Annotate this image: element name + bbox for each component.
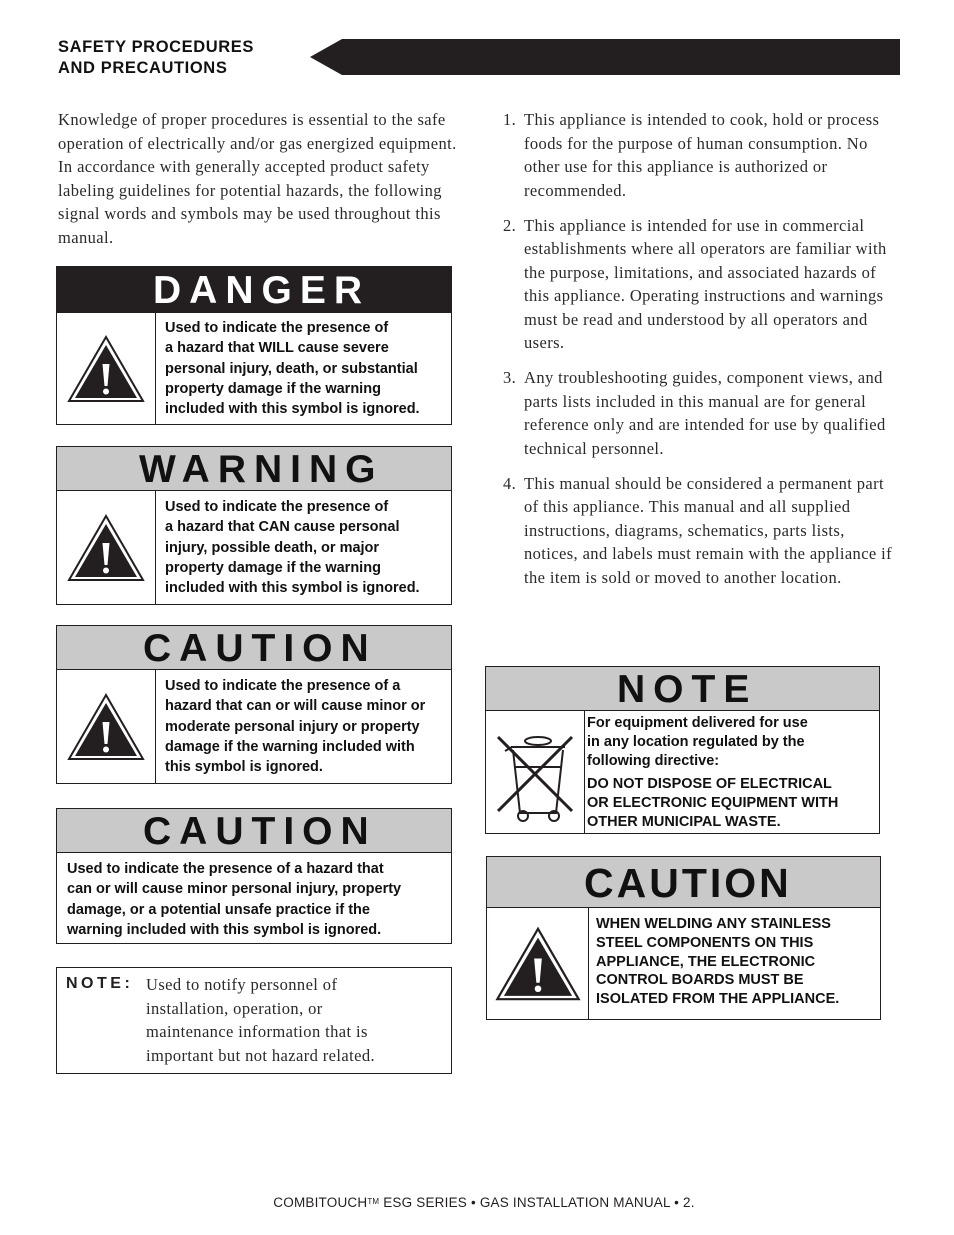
caution-text-line: WHEN WELDING ANY STAINLESS [596,916,831,932]
warning-text-line: property damage if the warning [165,559,381,576]
note-inline-box [56,967,452,1074]
list-item [500,108,900,202]
danger-text-line: included with this symbol is ignored. [165,401,420,418]
warning-triangle-icon [494,925,582,1003]
danger-icon-cell [57,313,156,424]
page-footer [0,1195,954,1210]
section-title [58,37,318,79]
caution-no-symbol-box [56,808,452,944]
section-title-line1: SAFETY PROCEDURES [58,38,255,56]
list-text: This appliance is intended for use in commercial establishments where all operators are familiar with the purpose, limitations, and associated hazards of this appliance. Operating instructions and warnings must be read and understood by all operators and users. [524,215,887,352]
footer-brand: COMBITOUCH [273,1195,368,1210]
note-text-line: maintenance information that is [146,1022,368,1041]
warning-text-line: Used to indicate the presence of [165,499,389,515]
list-item [500,214,900,355]
warning-triangle-icon [66,513,146,583]
note-text-line: important but not hazard related. [146,1045,375,1065]
footer-text: ESG SERIES • GAS INSTALLATION MANUAL • 2. [379,1195,695,1210]
caution-text-line: this symbol is ignored. [165,759,323,776]
caution-text-line: CONTROL BOARDS MUST BE [596,972,804,989]
danger-text-line: personal injury, death, or substantial [165,360,418,377]
trademark-mark: TM [367,1197,380,1206]
danger-text-line: Used to indicate the presence of [165,320,389,336]
note-label: NOTE: [66,975,134,992]
caution-text-line: hazard that can or will cause minor or [165,698,426,715]
caution-text-line: moderate personal injury or property [165,718,420,735]
intro-paragraph: Knowledge of proper procedures is essential to the safe operation of electrically and/or gas energized equipment. In accordance with generally accepted product safety labeling guidelines for potential hazards, the following signal words and symbols may be used throughout this manual. [58,110,457,247]
note-text-line: OR ELECTRONIC EQUIPMENT WITH [587,794,839,811]
caution-text-line: damage if the warning included with [165,738,415,755]
danger-text-line: a hazard that WILL cause severe [165,340,389,357]
warning-triangle-icon [66,334,146,404]
list-item [500,366,900,460]
note-box [485,666,880,834]
caution-text-line: STEEL COMPONENTS ON THIS [596,934,814,951]
danger-heading: DANGER [57,267,451,313]
warning-text-line: included with this symbol is ignored. [165,580,420,597]
caution-box [56,625,452,784]
danger-text-line: property damage if the warning [165,380,381,397]
list-text: Any troubleshooting guides, component views, and parts lists included in this manual are for general reference only and are intended for use by qualified technical personnel. [524,368,886,458]
warning-text-line: a hazard that CAN cause personal [165,519,400,536]
numbered-list [500,108,900,601]
caution-text [67,859,449,940]
danger-text [165,318,450,419]
caution-text-line: can or will cause minor personal injury, property [67,881,402,898]
warning-box [56,446,452,605]
caution-icon-cell [487,908,589,1019]
caution-text-line: ISOLATED FROM THE APPLIANCE. [596,991,840,1008]
caution-heading: CAUTION [487,857,880,908]
note-text-line: installation, operation, or [146,998,323,1018]
list-item [500,472,900,590]
warning-heading: WARNING [57,447,451,491]
warning-text [165,497,450,598]
note-body [146,973,446,1067]
header-bar [310,39,900,75]
list-text: This appliance is intended to cook, hold or process foods for the purpose of human consumption. No other use for this appliance is authorized or recommended. [524,110,880,200]
warning-icon-cell [57,491,156,604]
caution-text-line: APPLIANCE, THE ELECTRONIC [596,953,816,970]
caution-text-line: damage, or a potential unsafe practice if the [67,901,370,918]
note-icon-cell [486,711,585,833]
caution-icon-cell [57,670,156,783]
warning-text-line: injury, possible death, or major [165,539,380,556]
danger-box [56,266,452,425]
note-text-line: Used to notify personnel of [146,975,338,994]
caution-heading: CAUTION [57,809,451,853]
caution-text [165,676,450,777]
note-text [587,714,879,832]
caution-text [596,915,879,1009]
list-number: 4. [503,473,517,493]
note-text-line: following directive: [587,753,720,770]
warning-triangle-icon [66,692,146,762]
caution-heading: CAUTION [57,626,451,670]
list-number: 3. [503,368,517,387]
note-heading: NOTE [486,667,879,711]
caution-text-line: warning included with this symbol is ignored. [67,921,382,938]
note-text-line: OTHER MUNICIPAL WASTE. [587,814,781,831]
note-text-line: in any location regulated by the [587,734,805,751]
caution-text-line: Used to indicate the presence of a hazard that [67,861,384,877]
caution-text-line: Used to indicate the presence of a [165,678,401,694]
list-number: 1. [503,110,517,129]
note-text-line: DO NOT DISPOSE OF ELECTRICAL [587,775,832,792]
crossed-out-bin-icon [493,717,577,827]
list-number: 2. [503,215,517,235]
caution-welding-box [486,856,881,1020]
note-text-line: For equipment delivered for use [587,715,808,731]
list-text: This manual should be considered a permanent part of this appliance. This manual and all supplied instructions, diagrams, schematics, parts lists, notices, and labels must remain with the appliance if the item is sold or moved to another location. [524,473,893,587]
section-title-line2: AND PRECAUTIONS [58,59,228,77]
